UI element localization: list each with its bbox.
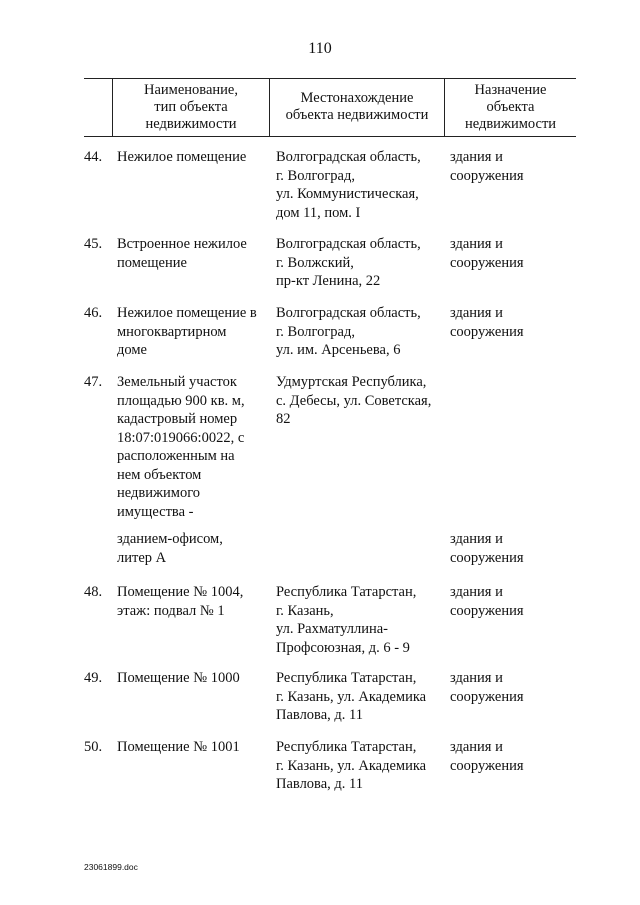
file-name-footer: 23061899.doc	[84, 862, 138, 872]
row-number: 47.	[84, 374, 103, 390]
object-location: Волгоградская область, г. Волгоград, ул. Коммунистическая, дом 11, пом. I	[276, 149, 421, 221]
page-number: 110	[308, 40, 332, 57]
object-name: зданием-офисом, литер А	[117, 531, 223, 566]
object-location: Республика Татарстан, г. Казань, ул. Академика Павлова, д. 11	[276, 670, 427, 723]
table-header-bottom-rule	[84, 136, 576, 137]
row-number: 46.	[84, 305, 103, 321]
row-number: 49.	[84, 670, 103, 686]
object-name: Нежилое помещение	[117, 149, 247, 165]
object-location: Удмуртская Республика, с. Дебесы, ул. Советская, 82	[276, 374, 432, 427]
object-name: Помещение № 1004, этаж: подвал № 1	[117, 584, 244, 619]
object-purpose: здания и сооружения	[450, 305, 524, 340]
row-number: 48.	[84, 584, 103, 600]
object-name: Помещение № 1001	[117, 739, 240, 755]
row-number: 45.	[84, 236, 103, 252]
object-purpose: здания и сооружения	[450, 584, 524, 619]
object-purpose: здания и сооружения	[450, 236, 524, 271]
row-number: 50.	[84, 739, 103, 755]
object-name: Нежилое помещение в многоквартирном доме	[117, 305, 257, 358]
object-location: Республика Татарстан, г. Казань, ул. Академика Павлова, д. 11	[276, 739, 427, 792]
object-name: Земельный участок площадью 900 кв. м, кадастровый номер 18:07:019066:0022, с расположенным на нем объектом недвижимого имущества -	[117, 374, 245, 520]
header-name: Наименование, тип объекта недвижимости	[144, 81, 238, 132]
object-purpose: здания и сооружения	[450, 531, 524, 566]
object-location: Волгоградская область, г. Волжский, пр-кт Ленина, 22	[276, 236, 421, 289]
object-location: Волгоградская область, г. Волгоград, ул. им. Арсеньева, 6	[276, 305, 421, 358]
object-name: Встроенное нежилое помещение	[117, 236, 247, 271]
object-name: Помещение № 1000	[117, 670, 240, 686]
object-purpose: здания и сооружения	[450, 670, 524, 705]
header-purpose: Назначение объекта недвижимости	[464, 81, 557, 132]
object-purpose: здания и сооружения	[450, 739, 524, 774]
header-location: Местонахождение объекта недвижимости	[285, 90, 429, 123]
object-location: Республика Татарстан, г. Казань, ул. Рахматуллина- Профсоюзная, д. 6 - 9	[276, 584, 417, 656]
object-purpose: здания и сооружения	[450, 149, 524, 184]
row-number: 44.	[84, 149, 103, 165]
